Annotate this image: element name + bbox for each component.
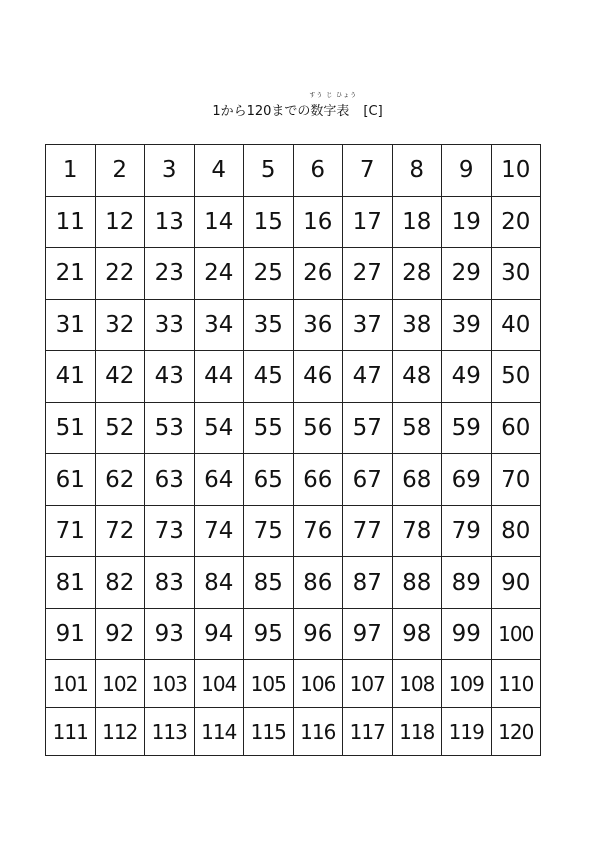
grid-cell: 33 [145, 299, 195, 351]
grid-cell: 71 [46, 505, 96, 557]
grid-cell: 8 [392, 145, 442, 197]
grid-row [46, 557, 541, 609]
grid-cell: 110 [491, 660, 541, 708]
grid-cell: 75 [244, 505, 294, 557]
grid-cell: 64 [194, 454, 244, 506]
grid-cell: 62 [95, 454, 145, 506]
grid-cell: 4 [194, 145, 244, 197]
grid-cell: 36 [293, 299, 343, 351]
grid-row [46, 454, 541, 506]
grid-row [46, 351, 541, 403]
grid-cell: 92 [95, 608, 145, 660]
grid-cell: 98 [392, 608, 442, 660]
grid-cell: 109 [442, 660, 492, 708]
grid-cell: 63 [145, 454, 195, 506]
title-text: 1から120までの数字表 [212, 104, 350, 119]
grid-cell: 88 [392, 557, 442, 609]
grid-cell: 19 [442, 196, 492, 248]
grid-cell: 76 [293, 505, 343, 557]
grid-cell: 2 [95, 145, 145, 197]
grid-cell: 116 [293, 708, 343, 756]
grid-cell: 80 [491, 505, 541, 557]
grid-cell: 59 [442, 402, 492, 454]
grid-cell: 54 [194, 402, 244, 454]
grid-row [46, 145, 541, 197]
grid-cell: 83 [145, 557, 195, 609]
grid-cell: 105 [244, 660, 294, 708]
grid-cell: 30 [491, 248, 541, 300]
grid-cell: 115 [244, 708, 294, 756]
grid-cell: 101 [46, 660, 96, 708]
grid-cell: 119 [442, 708, 492, 756]
grid-cell: 102 [95, 660, 145, 708]
grid-cell: 55 [244, 402, 294, 454]
grid-cell: 97 [343, 608, 393, 660]
grid-cell: 11 [46, 196, 96, 248]
grid-row [46, 708, 541, 756]
grid-cell: 24 [194, 248, 244, 300]
grid-cell: 107 [343, 660, 393, 708]
grid-cell: 43 [145, 351, 195, 403]
grid-cell: 104 [194, 660, 244, 708]
grid-cell: 37 [343, 299, 393, 351]
grid-cell: 44 [194, 351, 244, 403]
grid-cell: 85 [244, 557, 294, 609]
grid-cell: 5 [244, 145, 294, 197]
grid-cell: 108 [392, 660, 442, 708]
grid-cell: 82 [95, 557, 145, 609]
grid-cell: 60 [491, 402, 541, 454]
grid-cell: 25 [244, 248, 294, 300]
grid-cell: 3 [145, 145, 195, 197]
grid-cell: 56 [293, 402, 343, 454]
grid-cell: 21 [46, 248, 96, 300]
grid-cell: 42 [95, 351, 145, 403]
title-ruby: すう じ ひょう [309, 92, 358, 99]
grid-cell: 15 [244, 196, 294, 248]
grid-cell: 114 [194, 708, 244, 756]
grid-row [46, 402, 541, 454]
grid-cell: 66 [293, 454, 343, 506]
grid-cell: 96 [293, 608, 343, 660]
grid-cell: 22 [95, 248, 145, 300]
grid-row [46, 505, 541, 557]
grid-cell: 106 [293, 660, 343, 708]
grid-cell: 89 [442, 557, 492, 609]
grid-cell: 52 [95, 402, 145, 454]
grid-cell: 29 [442, 248, 492, 300]
grid-cell: 31 [46, 299, 96, 351]
grid-cell: 49 [442, 351, 492, 403]
grid-cell: 1 [46, 145, 96, 197]
grid-cell: 40 [491, 299, 541, 351]
grid-cell: 118 [392, 708, 442, 756]
grid-cell: 50 [491, 351, 541, 403]
grid-cell: 84 [194, 557, 244, 609]
grid-cell: 12 [95, 196, 145, 248]
grid-cell: 103 [145, 660, 195, 708]
grid-cell: 58 [392, 402, 442, 454]
grid-cell: 45 [244, 351, 294, 403]
grid-cell: 6 [293, 145, 343, 197]
number-grid-body [46, 145, 541, 756]
grid-cell: 113 [145, 708, 195, 756]
grid-cell: 48 [392, 351, 442, 403]
grid-cell: 77 [343, 505, 393, 557]
grid-cell: 23 [145, 248, 195, 300]
grid-cell: 95 [244, 608, 294, 660]
grid-cell: 14 [194, 196, 244, 248]
grid-row [46, 196, 541, 248]
grid-cell: 70 [491, 454, 541, 506]
grid-cell: 17 [343, 196, 393, 248]
grid-cell: 74 [194, 505, 244, 557]
grid-cell: 26 [293, 248, 343, 300]
grid-cell: 87 [343, 557, 393, 609]
grid-row [46, 299, 541, 351]
grid-cell: 93 [145, 608, 195, 660]
grid-row [46, 248, 541, 300]
grid-cell: 111 [46, 708, 96, 756]
grid-cell: 53 [145, 402, 195, 454]
grid-cell: 73 [145, 505, 195, 557]
grid-cell: 27 [343, 248, 393, 300]
grid-cell: 81 [46, 557, 96, 609]
grid-cell: 78 [392, 505, 442, 557]
grid-cell: 46 [293, 351, 343, 403]
page-title [0, 92, 595, 119]
grid-cell: 16 [293, 196, 343, 248]
grid-cell: 112 [95, 708, 145, 756]
grid-cell: 35 [244, 299, 294, 351]
title-edition: [C] [363, 104, 383, 119]
grid-cell: 100 [491, 608, 541, 660]
grid-cell: 91 [46, 608, 96, 660]
grid-cell: 41 [46, 351, 96, 403]
grid-cell: 38 [392, 299, 442, 351]
grid-cell: 67 [343, 454, 393, 506]
grid-row [46, 608, 541, 660]
grid-cell: 117 [343, 708, 393, 756]
grid-cell: 32 [95, 299, 145, 351]
grid-cell: 10 [491, 145, 541, 197]
grid-row [46, 660, 541, 708]
grid-cell: 61 [46, 454, 96, 506]
grid-cell: 99 [442, 608, 492, 660]
grid-cell: 57 [343, 402, 393, 454]
grid-cell: 94 [194, 608, 244, 660]
grid-cell: 39 [442, 299, 492, 351]
grid-cell: 28 [392, 248, 442, 300]
grid-cell: 79 [442, 505, 492, 557]
grid-cell: 18 [392, 196, 442, 248]
number-grid [45, 144, 541, 756]
grid-cell: 9 [442, 145, 492, 197]
grid-cell: 120 [491, 708, 541, 756]
grid-cell: 13 [145, 196, 195, 248]
grid-cell: 51 [46, 402, 96, 454]
grid-cell: 69 [442, 454, 492, 506]
title-main [212, 92, 358, 119]
grid-cell: 20 [491, 196, 541, 248]
grid-cell: 65 [244, 454, 294, 506]
grid-cell: 86 [293, 557, 343, 609]
grid-cell: 47 [343, 351, 393, 403]
grid-cell: 68 [392, 454, 442, 506]
grid-cell: 34 [194, 299, 244, 351]
grid-cell: 72 [95, 505, 145, 557]
grid-cell: 90 [491, 557, 541, 609]
grid-cell: 7 [343, 145, 393, 197]
